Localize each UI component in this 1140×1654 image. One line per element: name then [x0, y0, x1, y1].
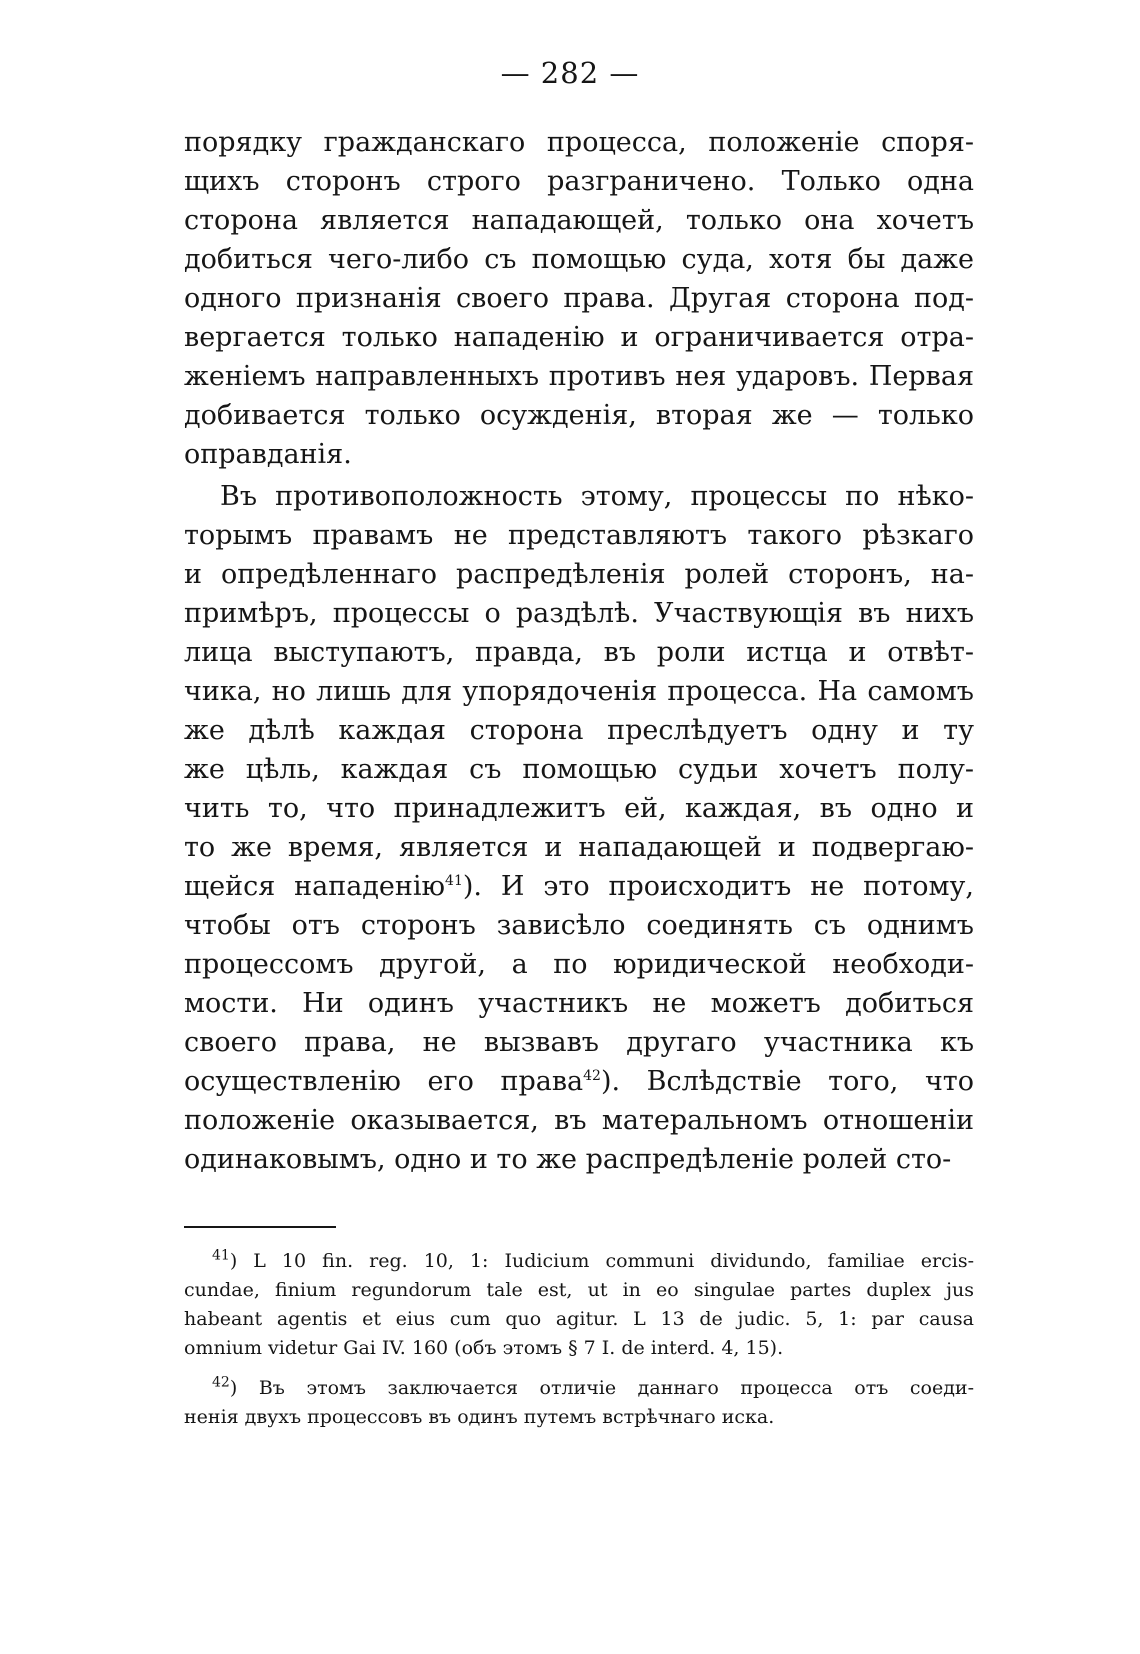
text-segment: ) L 10 fin. reg. 10, 1: Iudicium communi dividundo, familiae ercis-	[229, 1250, 974, 1272]
text-line: примѣръ, процессы о раздѣлѣ. Участвующія въ нихъ	[184, 598, 974, 629]
footnote-line	[184, 1247, 974, 1276]
text-line: и опредѣленнаго распредѣленія ролей сторонъ, на-	[184, 559, 974, 590]
text-line: оправданія.	[184, 439, 352, 470]
text-segment: ) Въ этомъ заключается отличіе даннаго процесса отъ соеди-	[229, 1377, 974, 1399]
text-segment: ). Вслѣдствіе того, что	[600, 1066, 975, 1097]
text-line: чтобы отъ сторонъ зависѣло соединять съ однимъ	[184, 910, 974, 941]
text-line: положеніе оказывается, въ матеральномъ отношеніи	[184, 1105, 974, 1136]
footnote-42	[184, 1374, 974, 1432]
text-line: Въ противоположность этому, процессы по нѣко-	[220, 481, 974, 512]
footnote-line: cundae, finium regundorum tale est, ut in eo singulae partes duplex jus	[184, 1279, 974, 1301]
text-line: вергается только нападенію и ограничивается отра-	[184, 322, 974, 353]
footnote-line	[184, 1374, 974, 1403]
footnote-divider	[184, 1226, 336, 1228]
text-line: то же время, является и нападающей и подвергаю-	[184, 832, 974, 863]
text-line: торымъ правамъ не представляютъ такого рѣзкаго	[184, 520, 974, 551]
text-line: же дѣлѣ каждая сторона преслѣдуетъ одну и ту	[184, 715, 974, 746]
text-line	[184, 1062, 974, 1101]
text-line: своего права, не вызвавъ другаго участника къ	[184, 1027, 974, 1058]
footnote-marker: 41	[212, 1247, 230, 1264]
text-line: щихъ сторонъ строго разграничено. Только одна	[184, 166, 974, 197]
text-line: лица выступаютъ, правда, въ роли истца и отвѣт-	[184, 637, 974, 668]
footnote-line: ненія двухъ процессовъ въ одинъ путемъ встрѣчнаго иска.	[184, 1406, 775, 1428]
text-line: одинаковымъ, одно и то же распредѣленіе ролей сто-	[184, 1144, 952, 1175]
text-line: порядку гражданскаго процесса, положеніе споря-	[184, 127, 974, 158]
footnote-line: habeant agentis et eius cum quo agitur. L 13 de judic. 5, 1: par causa	[184, 1308, 974, 1330]
text-line	[184, 867, 974, 906]
text-segment: ). И это происходитъ не потому,	[462, 871, 974, 902]
footnote-ref-42[interactable]: 42	[583, 1068, 601, 1084]
text-line: добивается только осужденія, вторая же — только	[184, 400, 974, 431]
text-line: женіемъ направленныхъ противъ нея ударовъ. Первая	[184, 361, 974, 392]
text-line: чить то, что принадлежитъ ей, каждая, въ одно и	[184, 793, 974, 824]
paragraph-2	[184, 477, 974, 1179]
text-line: мости. Ни одинъ участникъ не можетъ добиться	[184, 988, 974, 1019]
text-segment: щейся нападенію	[184, 871, 446, 902]
text-segment: осуществленію его права	[184, 1066, 584, 1097]
footnote-ref-41[interactable]: 41	[445, 873, 463, 889]
footnote-line: omnium videtur Gai IV. 160 (объ этомъ § 7 I. de interd. 4, 15).	[184, 1337, 784, 1359]
text-line: добиться чего-либо съ помощью суда, хотя бы даже	[184, 244, 974, 275]
footnote-41	[184, 1247, 974, 1363]
paragraph-1	[184, 123, 974, 474]
text-line: процессомъ другой, а по юридической необходи-	[184, 949, 974, 980]
text-line: же цѣль, каждая съ помощью судьи хочетъ полу-	[184, 754, 974, 785]
page-number: — 282 —	[500, 56, 640, 90]
text-line: сторона является нападающей, только она хочетъ	[184, 205, 974, 236]
text-line: одного признанія своего права. Другая сторона под-	[184, 283, 974, 314]
text-line: чика, но лишь для упорядоченія процесса. На самомъ	[184, 676, 974, 707]
footnote-marker: 42	[212, 1374, 230, 1391]
